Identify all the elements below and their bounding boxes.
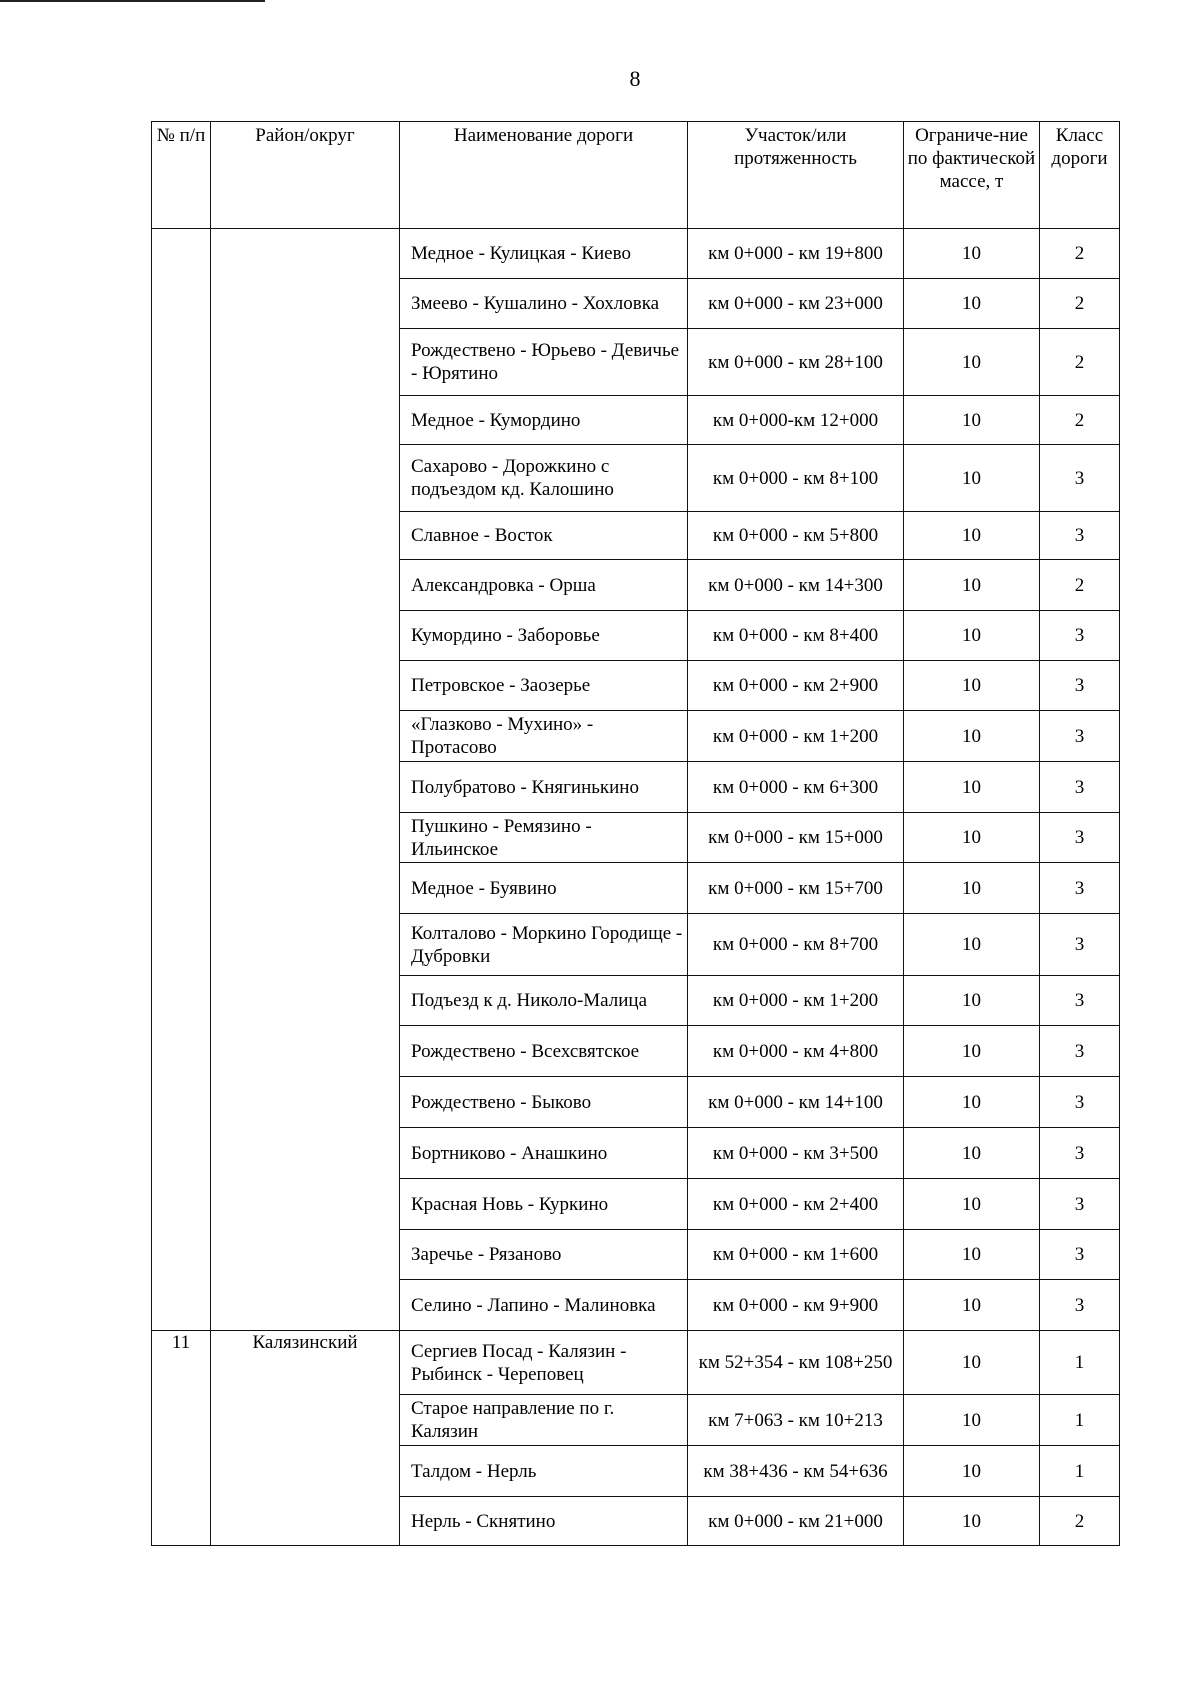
limit-cell: 10 — [904, 396, 1040, 445]
segment-cell: км 52+354 - км 108+250 — [688, 1331, 904, 1395]
segment-cell: км 0+000 - км 8+100 — [688, 445, 904, 512]
segment-cell: км 0+000-км 12+000 — [688, 396, 904, 445]
limit-cell: 10 — [904, 1230, 1040, 1280]
district-cell — [211, 863, 400, 914]
road-name-cell: Славное - Восток — [400, 512, 688, 560]
class-cell: 2 — [1040, 1497, 1120, 1546]
road-name-cell: Змеево - Кушалино - Хохловка — [400, 279, 688, 329]
district-cell — [211, 611, 400, 661]
road-name-cell: Медное - Буявино — [400, 863, 688, 914]
num-cell — [152, 1077, 211, 1128]
segment-cell: км 0+000 - км 15+000 — [688, 813, 904, 863]
num-cell — [152, 611, 211, 661]
segment-cell: км 0+000 - км 8+700 — [688, 914, 904, 976]
segment-cell: км 0+000 - км 9+900 — [688, 1280, 904, 1331]
class-cell: 2 — [1040, 560, 1120, 611]
limit-cell: 10 — [904, 661, 1040, 711]
page-number: 8 — [629, 66, 641, 91]
header-num: № п/п — [152, 122, 211, 229]
limit-cell: 10 — [904, 863, 1040, 914]
segment-cell: км 0+000 - км 8+400 — [688, 611, 904, 661]
num-cell — [152, 813, 211, 863]
class-cell: 1 — [1040, 1446, 1120, 1497]
segment-cell: км 0+000 - км 28+100 — [688, 329, 904, 396]
segment-cell: км 0+000 - км 5+800 — [688, 512, 904, 560]
road-name-cell: Бортниково - Анашкино — [400, 1128, 688, 1179]
table-row — [152, 611, 1120, 661]
table-row — [152, 445, 1120, 512]
class-cell: 2 — [1040, 279, 1120, 329]
limit-cell: 10 — [904, 1077, 1040, 1128]
road-name-cell: Александровка - Орша — [400, 560, 688, 611]
limit-cell: 10 — [904, 1497, 1040, 1546]
segment-cell: км 0+000 - км 2+900 — [688, 661, 904, 711]
num-cell — [152, 711, 211, 762]
segment-cell: км 0+000 - км 1+200 — [688, 976, 904, 1026]
district-cell — [211, 396, 400, 445]
header-class: Класс дороги — [1040, 122, 1120, 229]
table-row — [152, 396, 1120, 445]
district-cell — [211, 762, 400, 813]
limit-cell: 10 — [904, 711, 1040, 762]
table-row — [152, 560, 1120, 611]
table-row — [152, 229, 1120, 279]
limit-cell: 10 — [904, 611, 1040, 661]
class-cell: 3 — [1040, 863, 1120, 914]
limit-cell: 10 — [904, 1026, 1040, 1077]
roads-table — [151, 121, 1120, 1546]
table-row — [152, 329, 1120, 396]
class-cell: 3 — [1040, 1230, 1120, 1280]
road-name-cell: Заречье - Рязаново — [400, 1230, 688, 1280]
district-cell — [211, 976, 400, 1026]
segment-cell: км 0+000 - км 21+000 — [688, 1497, 904, 1546]
class-cell: 3 — [1040, 611, 1120, 661]
num-cell — [152, 512, 211, 560]
class-cell: 3 — [1040, 1179, 1120, 1230]
limit-cell: 10 — [904, 1395, 1040, 1446]
table-row — [152, 512, 1120, 560]
header-limit: Ограниче-ние по фактической массе, т — [904, 122, 1040, 229]
class-cell: 3 — [1040, 512, 1120, 560]
num-cell — [152, 1128, 211, 1179]
road-name-cell: «Глазково - Мухино» - Протасово — [400, 711, 688, 762]
num-cell — [152, 445, 211, 512]
limit-cell: 10 — [904, 445, 1040, 512]
header-district: Район/округ — [211, 122, 400, 229]
table-row — [152, 914, 1120, 976]
district-cell — [211, 813, 400, 863]
table-row — [152, 976, 1120, 1026]
table-row — [152, 1280, 1120, 1331]
road-name-cell: Талдом - Нерль — [400, 1446, 688, 1497]
road-name-cell: Медное - Кулицкая - Киево — [400, 229, 688, 279]
district-cell — [211, 914, 400, 976]
header-road-name: Наименование дороги — [400, 122, 688, 229]
num-cell — [152, 914, 211, 976]
num-cell — [152, 661, 211, 711]
district-cell — [211, 279, 400, 329]
segment-cell: км 0+000 - км 4+800 — [688, 1026, 904, 1077]
district-cell — [211, 445, 400, 512]
class-cell: 3 — [1040, 1026, 1120, 1077]
section-number-cell: 11 — [152, 1331, 211, 1546]
road-name-cell: Медное - Кумордино — [400, 396, 688, 445]
segment-cell: км 0+000 - км 2+400 — [688, 1179, 904, 1230]
road-name-cell: Нерль - Скнятино — [400, 1497, 688, 1546]
road-name-cell: Подъезд к д. Николо-Малица — [400, 976, 688, 1026]
class-cell: 3 — [1040, 661, 1120, 711]
segment-cell: км 7+063 - км 10+213 — [688, 1395, 904, 1446]
num-cell — [152, 229, 211, 279]
num-cell — [152, 279, 211, 329]
class-cell: 3 — [1040, 711, 1120, 762]
segment-cell: км 0+000 - км 1+200 — [688, 711, 904, 762]
num-cell — [152, 976, 211, 1026]
table-row — [152, 279, 1120, 329]
limit-cell: 10 — [904, 279, 1040, 329]
class-cell: 3 — [1040, 762, 1120, 813]
num-cell — [152, 1280, 211, 1331]
segment-cell: км 0+000 - км 14+100 — [688, 1077, 904, 1128]
header-segment: Участок/или протяженность — [688, 122, 904, 229]
limit-cell: 10 — [904, 813, 1040, 863]
class-cell: 3 — [1040, 976, 1120, 1026]
class-cell: 1 — [1040, 1395, 1120, 1446]
table-header-row — [152, 122, 1120, 229]
district-cell — [211, 661, 400, 711]
section-district-cell: Калязинский — [211, 1331, 400, 1546]
table-row — [152, 661, 1120, 711]
district-cell — [211, 229, 400, 279]
limit-cell: 10 — [904, 762, 1040, 813]
num-cell — [152, 1230, 211, 1280]
table-row — [152, 1026, 1120, 1077]
limit-cell: 10 — [904, 229, 1040, 279]
district-cell — [211, 1128, 400, 1179]
limit-cell: 10 — [904, 329, 1040, 396]
table-row — [152, 1230, 1120, 1280]
road-name-cell: Кумордино - Заборовье — [400, 611, 688, 661]
district-cell — [211, 560, 400, 611]
segment-cell: км 0+000 - км 14+300 — [688, 560, 904, 611]
class-cell: 2 — [1040, 229, 1120, 279]
class-cell: 2 — [1040, 329, 1120, 396]
district-cell — [211, 1179, 400, 1230]
road-name-cell: Сергиев Посад - Калязин - Рыбинск - Череповец — [400, 1331, 688, 1395]
class-cell: 3 — [1040, 914, 1120, 976]
limit-cell: 10 — [904, 1128, 1040, 1179]
num-cell — [152, 1179, 211, 1230]
table-row — [152, 1077, 1120, 1128]
segment-cell: км 0+000 - км 19+800 — [688, 229, 904, 279]
limit-cell: 10 — [904, 1280, 1040, 1331]
road-name-cell: Полубратово - Княгинькино — [400, 762, 688, 813]
table-row — [152, 711, 1120, 762]
road-name-cell: Красная Новь - Куркино — [400, 1179, 688, 1230]
district-cell — [211, 1077, 400, 1128]
road-name-cell: Петровское - Заозерье — [400, 661, 688, 711]
district-cell — [211, 1230, 400, 1280]
num-cell — [152, 329, 211, 396]
district-cell — [211, 1280, 400, 1331]
road-name-cell: Рождествено - Всехсвятское — [400, 1026, 688, 1077]
district-cell — [211, 1026, 400, 1077]
class-cell: 3 — [1040, 445, 1120, 512]
num-cell — [152, 396, 211, 445]
class-cell: 3 — [1040, 813, 1120, 863]
class-cell: 3 — [1040, 1280, 1120, 1331]
road-name-cell: Селино - Лапино - Малиновка — [400, 1280, 688, 1331]
district-cell — [211, 512, 400, 560]
num-cell — [152, 560, 211, 611]
class-cell: 3 — [1040, 1077, 1120, 1128]
table-body — [152, 229, 1120, 1546]
limit-cell: 10 — [904, 914, 1040, 976]
limit-cell: 10 — [904, 560, 1040, 611]
limit-cell: 10 — [904, 512, 1040, 560]
limit-cell: 10 — [904, 1331, 1040, 1395]
class-cell: 3 — [1040, 1128, 1120, 1179]
road-name-cell: Сахарово - Дорожкино с подъездом кд. Калошино — [400, 445, 688, 512]
segment-cell: км 0+000 - км 6+300 — [688, 762, 904, 813]
table-row — [152, 813, 1120, 863]
table-row — [152, 1179, 1120, 1230]
district-cell — [211, 711, 400, 762]
road-name-cell: Колталово - Моркино Городище - Дубровки — [400, 914, 688, 976]
district-cell — [211, 329, 400, 396]
table-row — [152, 863, 1120, 914]
num-cell — [152, 863, 211, 914]
road-name-cell: Старое направление по г. Калязин — [400, 1395, 688, 1446]
road-name-cell: Рождествено - Юрьево - Девичье - Юрятино — [400, 329, 688, 396]
limit-cell: 10 — [904, 1179, 1040, 1230]
limit-cell: 10 — [904, 976, 1040, 1026]
table-row — [152, 1331, 1120, 1395]
road-name-cell: Рождествено - Быково — [400, 1077, 688, 1128]
segment-cell: км 0+000 - км 23+000 — [688, 279, 904, 329]
limit-cell: 10 — [904, 1446, 1040, 1497]
class-cell: 2 — [1040, 396, 1120, 445]
num-cell — [152, 762, 211, 813]
road-name-cell: Пушкино - Ремязино - Ильинское — [400, 813, 688, 863]
segment-cell: км 0+000 - км 1+600 — [688, 1230, 904, 1280]
num-cell — [152, 1026, 211, 1077]
segment-cell: км 38+436 - км 54+636 — [688, 1446, 904, 1497]
class-cell: 1 — [1040, 1331, 1120, 1395]
segment-cell: км 0+000 - км 15+700 — [688, 863, 904, 914]
table-row — [152, 762, 1120, 813]
table-row — [152, 1128, 1120, 1179]
scan-edge-line — [0, 0, 265, 2]
segment-cell: км 0+000 - км 3+500 — [688, 1128, 904, 1179]
